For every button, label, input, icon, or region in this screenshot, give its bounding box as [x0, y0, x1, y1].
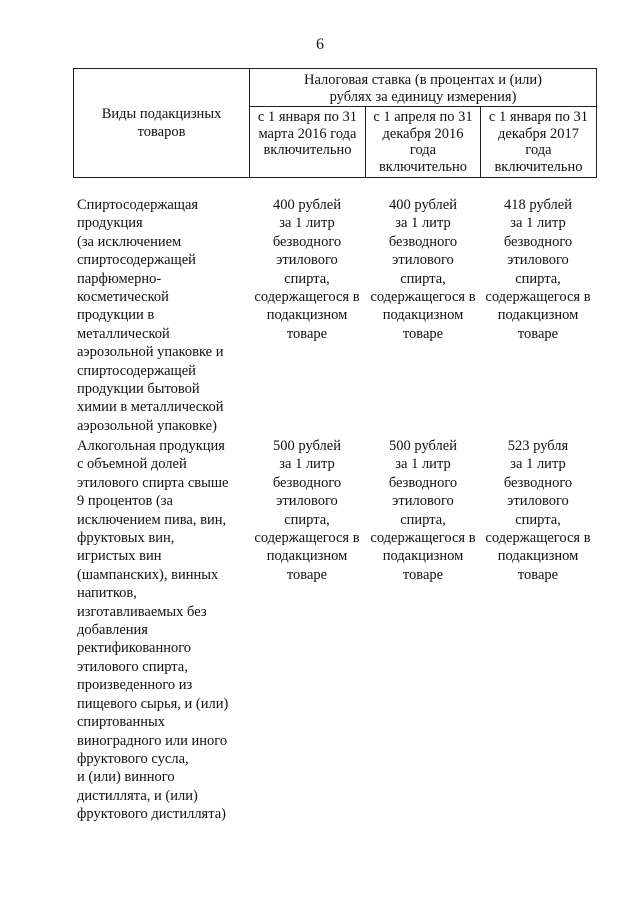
tax-rate-table-header: [73, 68, 597, 178]
header-period-3: [481, 107, 596, 177]
header-tax-rate-label: Налоговая ставка (в процентах и (или) рублях за единицу измерения): [304, 72, 542, 105]
header-period-1: [250, 107, 366, 177]
header-tax-rate: [250, 69, 596, 107]
row-rate-period-3: 523 рубля за 1 литр безводного этилового спирта, содержащегося в подакцизном товаре: [485, 438, 591, 583]
header-period-label: с 1 января по 31 марта 2016 года включительно: [257, 109, 358, 158]
header-period-label: с 1 января по 31 декабря 2017 года включительно: [488, 109, 589, 175]
row-goods-kind: Алкогольная продукция с объемной долей этилового спирта свыше 9 процентов (за исключением пива, вин, фруктовых вин, игристых вин (шампанских), винных напитков, изготавливаемых без добавления ректификованного этилового спирта, произведенного из пищевого сырья, и (или) спиртованных виноградного или иного фруктового сусла, и (или) винного дистиллята, и (или) фруктового дистиллята): [77, 438, 229, 823]
row-rate-period-3: 418 рублей за 1 литр безводного этилового спирта, содержащегося в подакцизном товаре: [485, 197, 591, 342]
header-goods-kind-label: Виды подакцизных товаров: [101, 106, 222, 140]
header-period-2: [366, 107, 481, 177]
page-number: 6: [316, 36, 324, 53]
row-rate-period-2: 500 рублей за 1 литр безводного этилового спирта, содержащегося в подакцизном товаре: [370, 438, 476, 583]
row-rate-period-1: 500 рублей за 1 литр безводного этилового спирта, содержащегося в подакцизном товаре: [254, 438, 360, 583]
row-rate-period-2: 400 рублей за 1 литр безводного этилового спирта, содержащегося в подакцизном товаре: [370, 197, 476, 342]
header-period-label: с 1 апреля по 31 декабря 2016 года включительно: [373, 109, 473, 175]
row-goods-kind: Спиртосодержащая продукция (за исключением спиртосодержащей парфюмерно- косметической продукции в металлической аэрозольной упаковке и спиртосодержащей продукции бытовой химии в металлической аэрозольной упаковке): [77, 197, 224, 434]
header-goods-kind: [74, 69, 250, 177]
row-rate-period-1: 400 рублей за 1 литр безводного этилового спирта, содержащегося в подакцизном товаре: [254, 197, 360, 342]
